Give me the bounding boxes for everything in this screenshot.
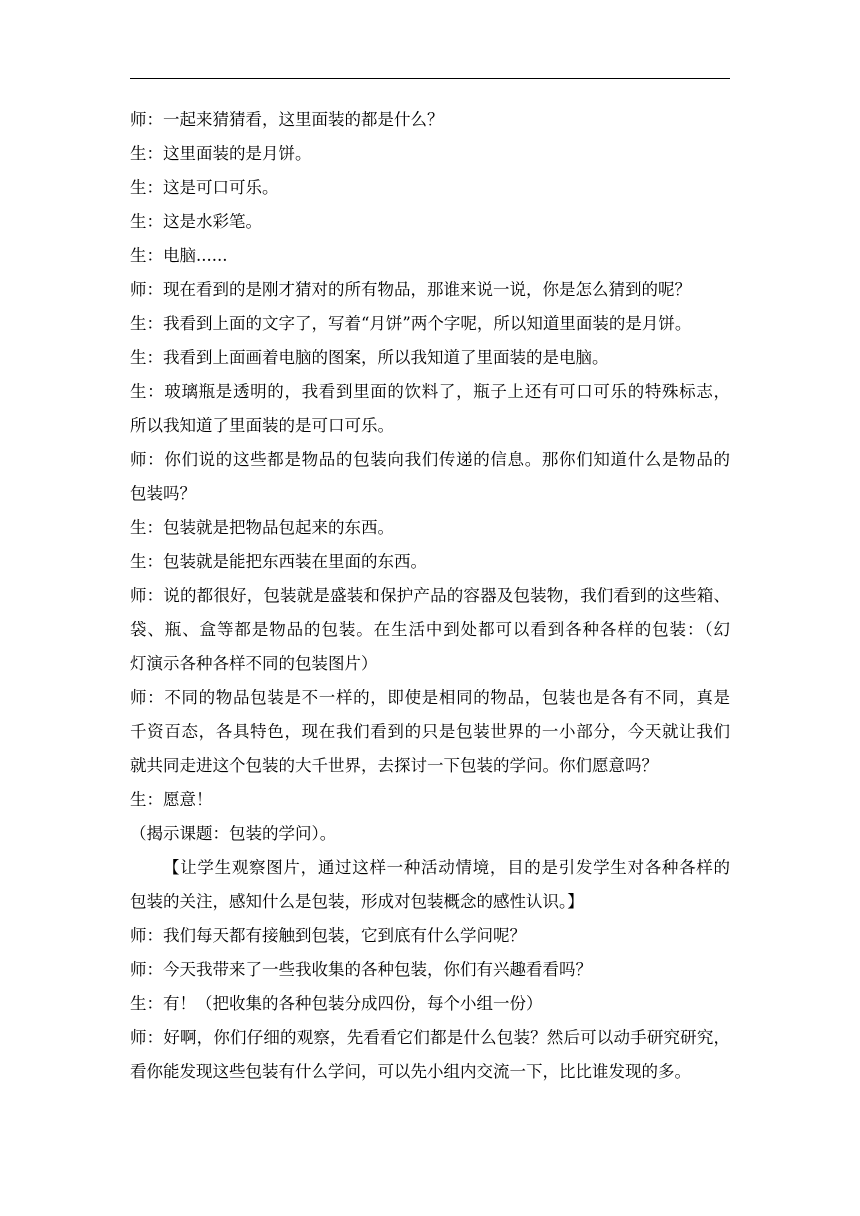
paragraph [130,511,730,545]
paragraph [130,1021,730,1089]
paragraph [130,205,730,239]
paragraph [130,103,730,137]
text-line: 生：这是可口可乐。 [130,178,279,197]
text-line: 生：包装就是把物品包起来的东西。 [130,518,394,537]
text-line: 师：今天我带来了一些我收集的各种包装，你们有兴趣看看吗？ [130,960,592,979]
text-line: 生：我看到上面画着电脑的图案，所以我知道了里面装的是电脑。 [130,348,609,367]
text-line: 看你能发现这些包装有什么学问，可以先小组内交流一下，比比谁发现的多。 [130,1062,691,1081]
paragraph [130,579,730,681]
text-line: 师：一起来猜猜看，这里面装的都是什么？ [130,110,444,129]
text-line: 千资百态，各具特色，现在我们看到的只是包装世界的一小部分，今天就让我们 [130,722,730,741]
text-line: （揭示课题：包装的学问）。 [130,824,337,843]
header-rule [130,78,730,79]
paragraph [130,239,730,273]
text-line: 师：不同的物品包装是不一样的，即使是相同的物品，包装也是各有不同，真是 [130,688,730,707]
paragraph [130,851,730,919]
paragraph [130,545,730,579]
paragraph [130,375,730,443]
text-line: 生：包装就是能把东西装在里面的东西。 [130,552,427,571]
paragraph [130,273,730,307]
text-line: 袋、瓶、盒等都是物品的包装。在生活中到处都可以看到各种各样的包装：（幻 [130,620,730,639]
text-line: 生：有！（把收集的各种包装分成四份，每个小组一份） [130,994,543,1013]
text-line: 灯演示各种各样不同的包装图片） [130,654,378,673]
text-line: 生：电脑...... [130,246,228,265]
text-line: 包装的关注，感知什么是包装，形成对包装概念的感性认识。】 [130,892,584,911]
text-line: 就共同走进这个包装的大千世界，去探讨一下包装的学问。你们愿意吗？ [130,756,658,775]
paragraph [130,783,730,817]
text-line: 所以我知道了里面装的是可口可乐。 [130,416,394,435]
paragraph [130,919,730,953]
text-line: 生：玻璃瓶是透明的，我看到里面的饮料了，瓶子上还有可口可乐的特殊标志， [130,382,730,401]
paragraph [130,341,730,375]
text-line: 师：现在看到的是刚才猜对的所有物品，那谁来说一说，你是怎么猜到的呢？ [130,280,691,299]
text-line: 生：我看到上面的文字了，写着“月饼”两个字呢，所以知道里面装的是月饼。 [130,314,692,333]
text-line: 【让学生观察图片，通过这样一种活动情境，目的是引发学生对各种各样的 [163,858,730,877]
text-line: 生：愿意！ [130,790,213,809]
paragraph [130,817,730,851]
text-line: 师：说的都很好，包装就是盛装和保护产品的容器及包装物，我们看到的这些箱、 [130,586,730,605]
text-line: 师：我们每天都有接触到包装，它到底有什么学问呢？ [130,926,526,945]
paragraph [130,171,730,205]
paragraph [130,987,730,1021]
paragraph [130,443,730,511]
paragraph [130,953,730,987]
document-body [130,103,730,1089]
text-line: 生：这里面装的是月饼。 [130,144,312,163]
paragraph [130,307,730,341]
text-line: 师：好啊，你们仔细的观察，先看看它们都是什么包装？然后可以动手研究研究， [130,1028,730,1047]
text-line: 包装吗？ [130,484,196,503]
text-line: 师：你们说的这些都是物品的包装向我们传递的信息。那你们知道什么是物品的 [130,450,730,469]
paragraph [130,137,730,171]
text-line: 生：这是水彩笔。 [130,212,262,231]
paragraph [130,681,730,783]
